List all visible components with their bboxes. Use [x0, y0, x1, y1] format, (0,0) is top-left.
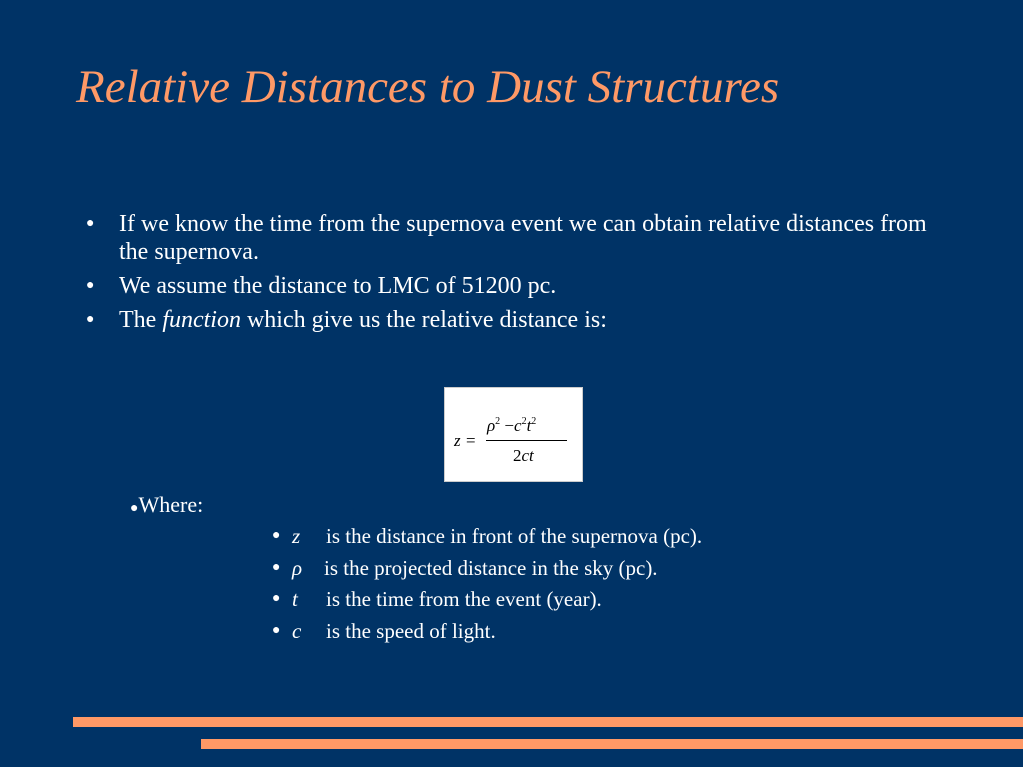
formula-fraction-bar [486, 440, 567, 441]
formula-c: c [514, 416, 522, 435]
definition-symbol: z [292, 524, 301, 548]
formula-den-coef: 2 [513, 446, 522, 465]
bullet-text-after: which give us the relative distance is: [240, 307, 607, 333]
where-text: Where: [138, 492, 204, 517]
formula-numerator [487, 416, 536, 436]
formula-exponent: 2 [531, 416, 537, 427]
formula-denominator [513, 446, 534, 466]
decorative-bar-bottom [201, 739, 1023, 749]
definition-symbol: c [292, 618, 302, 643]
definition-text: is the distance in front of the supernova (pc). [326, 524, 703, 548]
formula-minus: − [504, 416, 515, 435]
bullet-icon: ● [86, 216, 95, 231]
bullet-list [86, 210, 946, 340]
slide-title: Relative Distances to Dust Structures [76, 61, 780, 113]
formula-lhs-text: z = [454, 431, 477, 450]
bullet-icon: ● [86, 278, 95, 293]
definition-symbol: t [292, 587, 298, 611]
bullet-icon: ● [272, 622, 281, 638]
bullet-icon: ● [272, 591, 281, 606]
definition-text: is the speed of light. [326, 618, 496, 643]
definition-text: is the projected distance in the sky (pc). [324, 555, 658, 580]
formula-image [444, 387, 583, 482]
formula-rho: ρ [487, 416, 496, 435]
definition-text: is the time from the event (year). [326, 587, 602, 611]
definition-symbol: ρ [292, 555, 303, 580]
bullet-text-before: The [119, 307, 163, 333]
where-label [130, 491, 203, 523]
bullet-item [86, 210, 946, 266]
bullet-emphasis: function [162, 307, 241, 333]
formula-lhs [454, 431, 476, 451]
bullet-item [86, 306, 946, 334]
bullet-icon: ● [86, 312, 95, 327]
decorative-bar-top [73, 717, 1023, 727]
formula-exponent: 2 [495, 416, 501, 427]
bullet-text: If we know the time from the supernova event we can obtain relative distances from the supernova. [119, 211, 927, 265]
formula-exponent: 2 [521, 416, 527, 427]
formula-t: t [526, 416, 532, 435]
formula-den-var: ct [521, 446, 534, 465]
bullet-icon: ● [130, 501, 139, 516]
bullet-item [86, 272, 946, 300]
bullet-icon: ● [272, 528, 281, 543]
bullet-icon: ● [272, 559, 281, 575]
bullet-text: We assume the distance to LMC of 51200 pc. [119, 273, 557, 299]
